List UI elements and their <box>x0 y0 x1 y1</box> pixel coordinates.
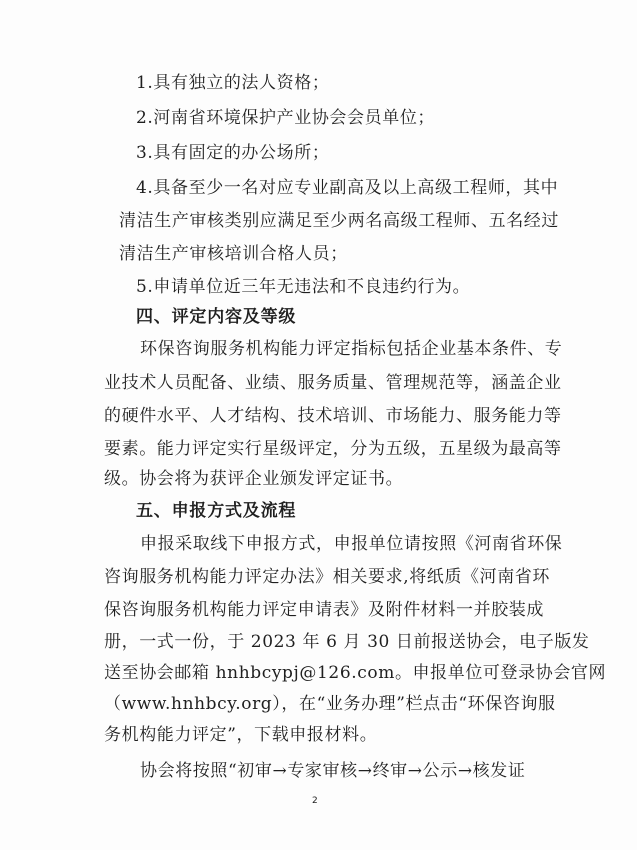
paragraph-line: 务机构能力评定”，下载申报材料。 <box>104 725 378 745</box>
paragraph-line: 环保咨询服务机构能力评定指标包括企业基本条件、专 <box>140 339 563 359</box>
paragraph-line: 要素。能力评定实行星级评定，分为五级，五星级为最高等 <box>104 439 562 459</box>
paragraph-line: 咨询服务机构能力评定办法》相关要求,将纸质《河南省环 <box>104 567 551 587</box>
paragraph-line: 级。协会将为获评企业颁发评定证书。 <box>104 469 404 489</box>
requirement-continuation: 清洁生产审核类别应满足至少两名高级工程师、五名经过 <box>119 211 559 231</box>
requirement-item: 4.具备至少一名对应专业副高及以上高级工程师，其中 <box>136 178 559 198</box>
paragraph-line: 业技术人员配备、业绩、服务质量、管理规范等，涵盖企业 <box>104 373 562 393</box>
requirement-item: 5.申请单位近三年无违法和不良违约行为。 <box>136 277 471 297</box>
paragraph-line: 的硬件水平、人才结构、技术培训、市场能力、服务能力等 <box>104 406 562 426</box>
section-heading: 四、评定内容及等级 <box>136 307 297 327</box>
requirement-item: 3.具有固定的办公场所； <box>136 143 330 163</box>
requirement-item: 1.具有独立的法人资格； <box>136 73 330 93</box>
paragraph-line: 保咨询服务机构能力评定申请表》及附件材料一并胶装成 <box>104 600 544 620</box>
paragraph-line: 协会将按照“初审→专家审核→终审→公示→核发证 <box>140 761 526 781</box>
paragraph-line: 申报采取线下申报方式，申报单位请按照《河南省环保 <box>140 534 563 554</box>
section-heading: 五、申报方式及流程 <box>136 501 297 521</box>
requirement-continuation: 清洁生产审核培训合格人员； <box>119 244 348 264</box>
paragraph-line: （www.hnhbcy.org），在“业务办理”栏点击“环保咨询服 <box>104 694 556 714</box>
paragraph-line: 送至协会邮箱 hnhbcypj@126.com。申报单位可登录协会官网 <box>104 663 607 683</box>
page-number: 2 <box>312 796 318 806</box>
requirement-item: 2.河南省环境保护产业协会会员单位； <box>136 108 436 128</box>
paragraph-line: 册，一式一份，于 2023 年 6 月 30 日前报送协会，电子版发 <box>104 632 590 652</box>
